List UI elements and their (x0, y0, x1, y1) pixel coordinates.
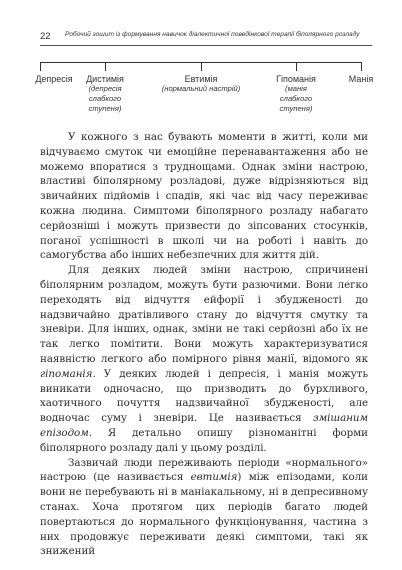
scale-label-text: Депресія (35, 74, 73, 84)
scale-label-note: (нормальний настрій) (161, 84, 241, 93)
page-number: 22 (40, 31, 51, 42)
scale-label-text: Манія (348, 74, 374, 84)
scale-label-euthymia (156, 74, 246, 94)
running-title: Робочий зошит із формування навичок діалектичної поведінкової терапії біполярного розладу (65, 31, 360, 38)
scale-label-dysthymia (70, 74, 140, 114)
scale-label-note: (депресія слабкого ступеня) (88, 84, 122, 113)
paragraph (40, 130, 368, 263)
text-run: У кожного з нас бувають моменти в житті, коли ми відчуваємо смуток чи емоційне перенавантаження або не можемо впоратися з труднощами. Однак зміни настрою, властиві біполярному розладові, дуже відрізняються від звичайних підйомів і спадів, які час від часу переживає кожна людина. Симптоми біполярного розладу набагато серйозніші і можуть призвести до зіпсованих стосунків, поганої успішності в школі чи на роботі і навіть до самогубства або інших небезпечних для життя дій. (40, 131, 368, 262)
text-run: Зазвичай люди переживають періоди «нормального» настрою (це називається (40, 456, 368, 484)
scale-label-text: Евтимія (184, 74, 218, 84)
scale-tick (296, 62, 297, 71)
italic-term-mixed-episode: змішаним епізодом (40, 412, 368, 439)
text-run: ) між епізодами, коли вони не перебувають ні в маніакальному, ні в депресивному станах. Хоча протягом цих періодів багато людей повертаються до нормального функціонування, частина з них продовжує переживати деякі симптоми, такі як знижений (40, 471, 368, 558)
body-text (40, 130, 368, 559)
scale-tick (40, 62, 41, 71)
text-run: Для деяких людей зміни настрою, спричинені біполярним розладом, можуть бути разючими. Вони легко переходять від відчуття ейфорії і збудженості до надзвичайно дратівливого стану до відчуття смутку та зневіри. Для інших, однак, зміни не такі серйозні або їх не так легко помітити. Вони можуть характеризуватися наявністю легкого або помірного рівня манії, відомого як (40, 264, 368, 365)
italic-term-hypomania: гіпоманія (40, 367, 93, 380)
text-run: . У деяких людей і депресія, і манія можуть виникати одночасно, що призводить до бурхливого, хаотичного почуття надзвичайної збудженості, але водночас суму і зневіри. Це називається (40, 367, 368, 425)
scale-tick (361, 62, 362, 71)
scale-tick (201, 62, 202, 71)
scale-label-hypomania (256, 74, 336, 114)
scale-label-note: (манія слабкого ступеня) (279, 84, 313, 113)
scale-label-text: Дистимія (86, 74, 124, 84)
running-header (40, 31, 372, 46)
paragraph (40, 456, 368, 560)
text-run: . Я детально опишу різноманітні форми біполярного розладу далі у цьому розділі. (40, 426, 368, 454)
mood-spectrum-scale (35, 62, 374, 113)
paragraph (40, 263, 368, 455)
scale-label-mania (337, 74, 385, 84)
scale-tick (105, 62, 106, 71)
scale-label-text: Гіпоманія (276, 74, 316, 84)
italic-term-euthymia: евтимія (190, 471, 238, 484)
